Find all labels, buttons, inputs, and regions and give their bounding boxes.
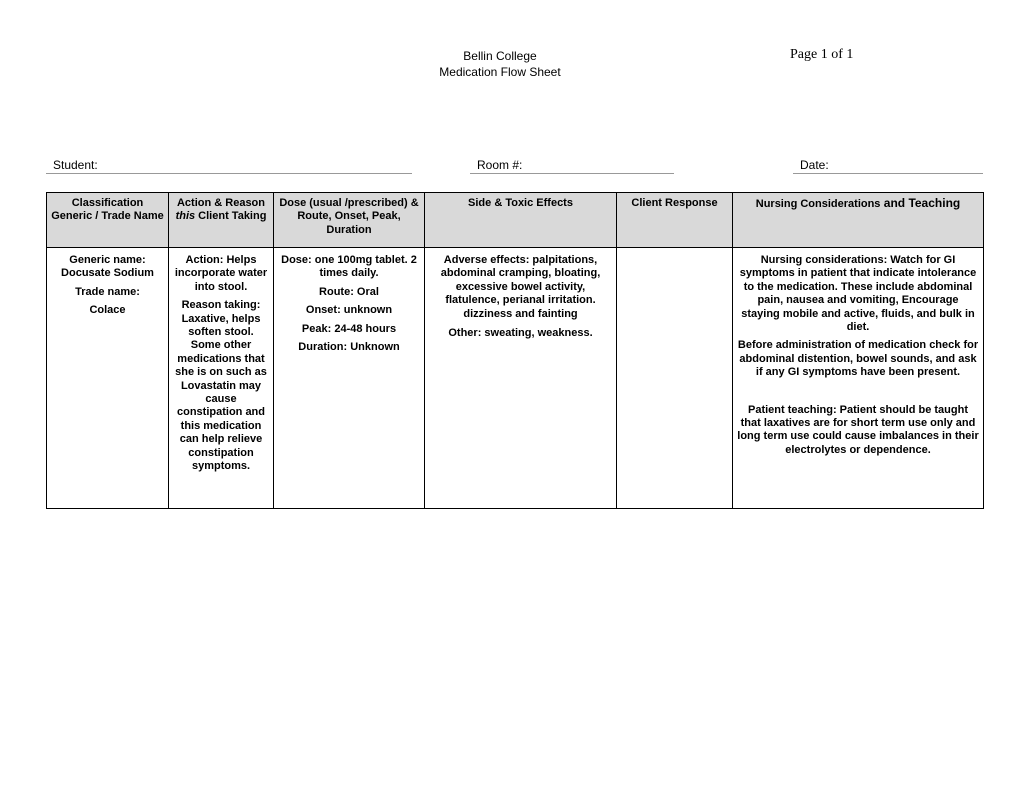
header-side-effects: Side & Toxic Effects — [425, 193, 617, 248]
student-label: Student: — [53, 158, 98, 172]
adverse-effects-text: Adverse effects: palpitations, abdominal cramping, bloating, excessive bowel activity, flatulence, perianal irritation. dizziness and fainting — [440, 254, 601, 320]
patient-teaching-text: Patient teaching: Patient should be taught that laxatives are for short term use only and long term use could cause imbalances in their electrolytes or dependence. — [737, 403, 979, 456]
cell-classification[interactable] — [47, 248, 169, 509]
page-number: Page 1 of 1 — [790, 47, 854, 62]
cell-nursing[interactable] — [733, 248, 984, 509]
trade-name-value: Colace — [89, 304, 126, 317]
cell-client-response[interactable] — [617, 248, 733, 509]
action-text: Action: Helps incorporate water into stool. — [174, 254, 268, 293]
before-admin-text: Before administration of medication check for abdominal distention, bowel sounds, and ask if any GI symptoms have been present. — [737, 339, 979, 379]
dose-text: Dose: one 100mg tablet. 2 times daily. — [281, 254, 417, 280]
cell-dose[interactable] — [274, 248, 425, 509]
duration-text: Duration: Unknown — [298, 341, 400, 354]
header-action — [169, 193, 274, 248]
student-field[interactable] — [46, 158, 412, 172]
header-action-text-2: Client Taking — [195, 210, 267, 223]
other-effects-text: Other: sweating, weakness. — [448, 327, 593, 340]
generic-name-label: Generic name: — [69, 254, 146, 266]
route-text: Route: Oral — [319, 285, 379, 298]
header-classification: Classification Generic / Trade Name — [47, 193, 169, 248]
header-teaching-text: and Teaching — [880, 196, 961, 210]
generic-name-value: Docusate Sodium — [61, 267, 154, 280]
sheet-title: Medication Flow Sheet — [439, 65, 561, 79]
college-name: Bellin College — [463, 49, 537, 63]
table-header-row — [47, 193, 984, 248]
header-client-response: Client Response — [617, 193, 733, 248]
student-underline — [46, 173, 412, 174]
header-action-italic: this — [175, 210, 196, 223]
reason-text: Reason taking: Laxative, helps soften stool. Some other medications that she is on such as Lovastatin may cause constipation and this medication can help relieve constipation symptoms. — [175, 299, 267, 473]
cell-side-effects[interactable] — [425, 248, 617, 509]
onset-text: Onset: unknown — [305, 304, 393, 317]
header-nursing-text: Nursing Considerations — [755, 198, 881, 210]
date-label: Date: — [800, 158, 829, 172]
nursing-considerations-text: Nursing considerations: Watch for GI symptoms in patient that indicate intolerance to the medication. These include abdominal pain, nausea and vomiting, Encourage staying mobile and active, fluids, and bulk in diet. — [739, 254, 977, 334]
date-underline — [793, 173, 983, 174]
peak-text: Peak: 24-48 hours — [301, 322, 397, 335]
room-field[interactable] — [470, 158, 674, 172]
room-underline — [470, 173, 674, 174]
room-label: Room #: — [477, 158, 523, 172]
cell-action[interactable] — [169, 248, 274, 509]
date-field[interactable] — [793, 158, 983, 172]
header-nursing — [733, 193, 984, 248]
table-row — [47, 248, 984, 509]
header-action-text: Action & Reason — [176, 197, 265, 209]
header-dose: Dose (usual /prescribed) & Route, Onset, Peak, Duration — [274, 193, 425, 248]
trade-name-label: Trade name: — [75, 285, 140, 298]
medication-table — [46, 192, 984, 509]
